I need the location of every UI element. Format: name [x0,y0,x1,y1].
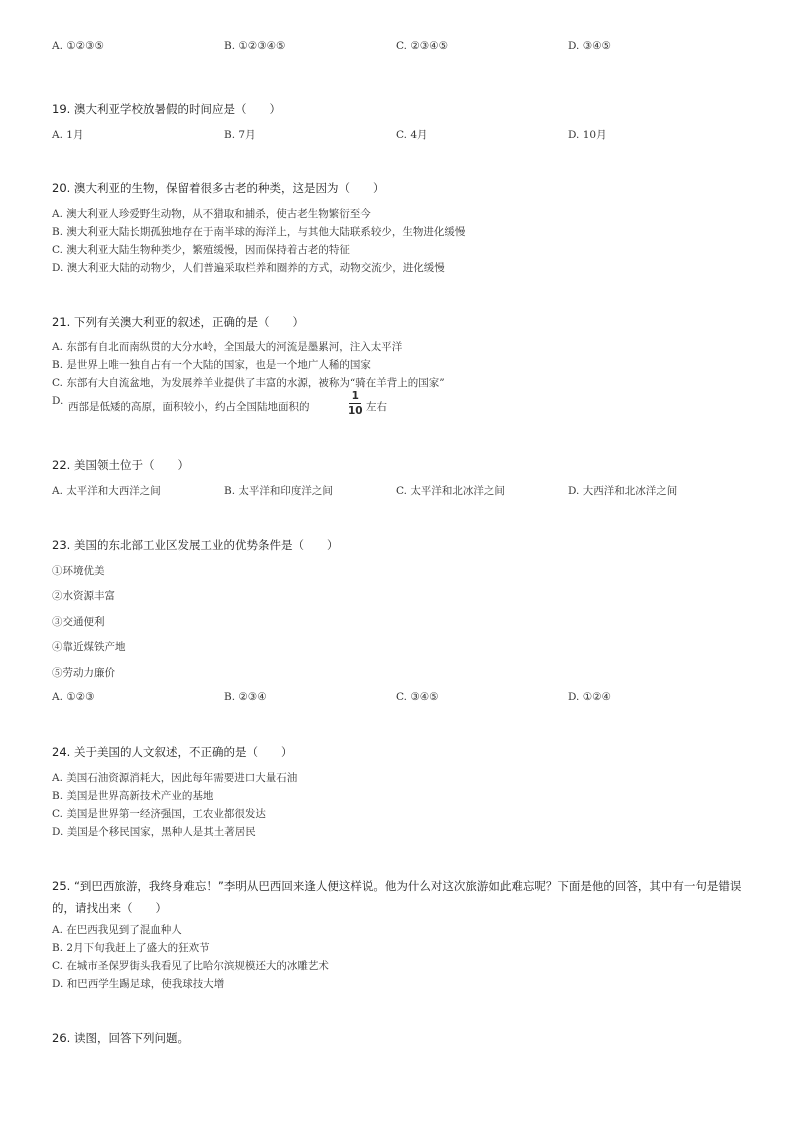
q23-item-5: ⑤劳动力廉价 [52,667,115,679]
q22-option-b[interactable]: B. 太平洋和印度洋之间 [224,485,333,497]
fraction-numerator: 1 [351,390,359,402]
q24-option-c[interactable]: C. 美国是世界第一经济强国，工农业都很发达 [52,808,266,820]
fraction-bar [349,403,361,404]
q21-option-b[interactable]: B. 是世界上唯一独自占有一个大陆的国家，也是一个地广人稀的国家 [52,359,371,371]
q23-option-a[interactable]: A. ①②③ [52,691,95,703]
q21-option-c[interactable]: C. 东部有大自流盆地，为发展养羊业提供了丰富的水源，被称为“骑在羊背上的国家” [52,377,445,389]
q20-option-c[interactable]: C. 澳大利亚大陆生物种类少，繁殖缓慢，因而保持着古老的特征 [52,244,350,256]
q19-option-d[interactable]: D. 10月 [568,129,607,141]
q25-option-a[interactable]: A. 在巴西我见到了混血种人 [52,924,182,936]
fraction-denominator: 10 [348,405,363,417]
q23-item-3: ③交通便利 [52,616,105,628]
q18-option-c[interactable]: C. ②③④⑤ [396,40,448,52]
q23-item-1: ①环境优美 [52,565,105,577]
q19-option-b[interactable]: B. 7月 [224,129,256,141]
q21-stem: 21. 下列有关澳大利亚的叙述，正确的是（ ） [52,315,304,329]
q23-stem: 23. 美国的东北部工业区发展工业的优势条件是（ ） [52,538,339,552]
q25-option-b[interactable]: B. 2月下旬我赶上了盛大的狂欢节 [52,942,210,954]
q22-option-a[interactable]: A. 太平洋和大西洋之间 [52,485,161,497]
q22-option-d[interactable]: D. 大西洋和北冰洋之间 [568,485,678,497]
q18-option-b[interactable]: B. ①②③④⑤ [224,40,286,52]
q20-option-a[interactable]: A. 澳大利亚人珍爱野生动物，从不猎取和捕杀，使古老生物繁衍至今 [52,208,371,220]
q22-option-c[interactable]: C. 太平洋和北冰洋之间 [396,485,505,497]
q23-option-d[interactable]: D. ①②④ [568,691,611,703]
q21-option-d-text: 西部是低矮的高原，面积较小，约占全国陆地面积的 [68,401,310,413]
fraction-one-tenth [348,390,363,417]
q20-option-d[interactable]: D. 澳大利亚大陆的动物少，人们普遍采取栏养和圈养的方式，动物交流少，进化缓慢 [52,262,445,274]
q22-stem: 22. 美国领土位于（ ） [52,458,189,472]
q24-stem: 24. 关于美国的人文叙述，不正确的是（ ） [52,745,293,759]
q23-option-b[interactable]: B. ②③④ [224,691,267,703]
q18-option-d[interactable]: D. ③④⑤ [568,40,611,52]
q19-option-a[interactable]: A. 1月 [52,129,84,141]
q24-option-a[interactable]: A. 美国石油资源消耗大，因此每年需要进口大量石油 [52,772,298,784]
q23-item-4: ④靠近煤铁产地 [52,641,126,653]
q19-option-c[interactable]: C. 4月 [396,129,428,141]
q20-stem: 20. 澳大利亚的生物，保留着很多古老的种类，这是因为（ ） [52,181,385,195]
q18-option-a[interactable]: A. ①②③⑤ [52,40,104,52]
q19-stem: 19. 澳大利亚学校放暑假的时间应是（ ） [52,102,281,116]
q25-option-d[interactable]: D. 和巴西学生踢足球，使我球技大增 [52,978,225,990]
q24-option-d[interactable]: D. 美国是个移民国家，黑种人是其土著居民 [52,826,256,838]
q26-stem: 26. 读图，回答下列问题。 [52,1031,189,1045]
q25-option-c[interactable]: C. 在城市圣保罗街头我看见了比哈尔滨规模还大的冰雕艺术 [52,960,329,972]
q21-option-d-suffix: 左右 [366,401,387,413]
q21-option-a[interactable]: A. 东部有自北而南纵贯的大分水岭，全国最大的河流是墨累河，注入太平洋 [52,341,403,353]
q24-option-b[interactable]: B. 美国是世界高新技术产业的基地 [52,790,214,802]
q21-option-d-label: D. [52,395,64,407]
q23-option-c[interactable]: C. ③④⑤ [396,691,439,703]
q25-stem: 25. “到巴西旅游，我终身难忘！”李明从巴西回来逢人便这样说。他为什么对这次旅游如此难忘呢？下面是他的回答，其中有一句是错误的，请找出来（ ） [52,879,742,915]
q23-item-2: ②水资源丰富 [52,590,115,602]
q20-option-b[interactable]: B. 澳大利亚大陆长期孤独地存在于南半球的海洋上，与其他大陆联系较少，生物进化缓慢 [52,226,466,238]
